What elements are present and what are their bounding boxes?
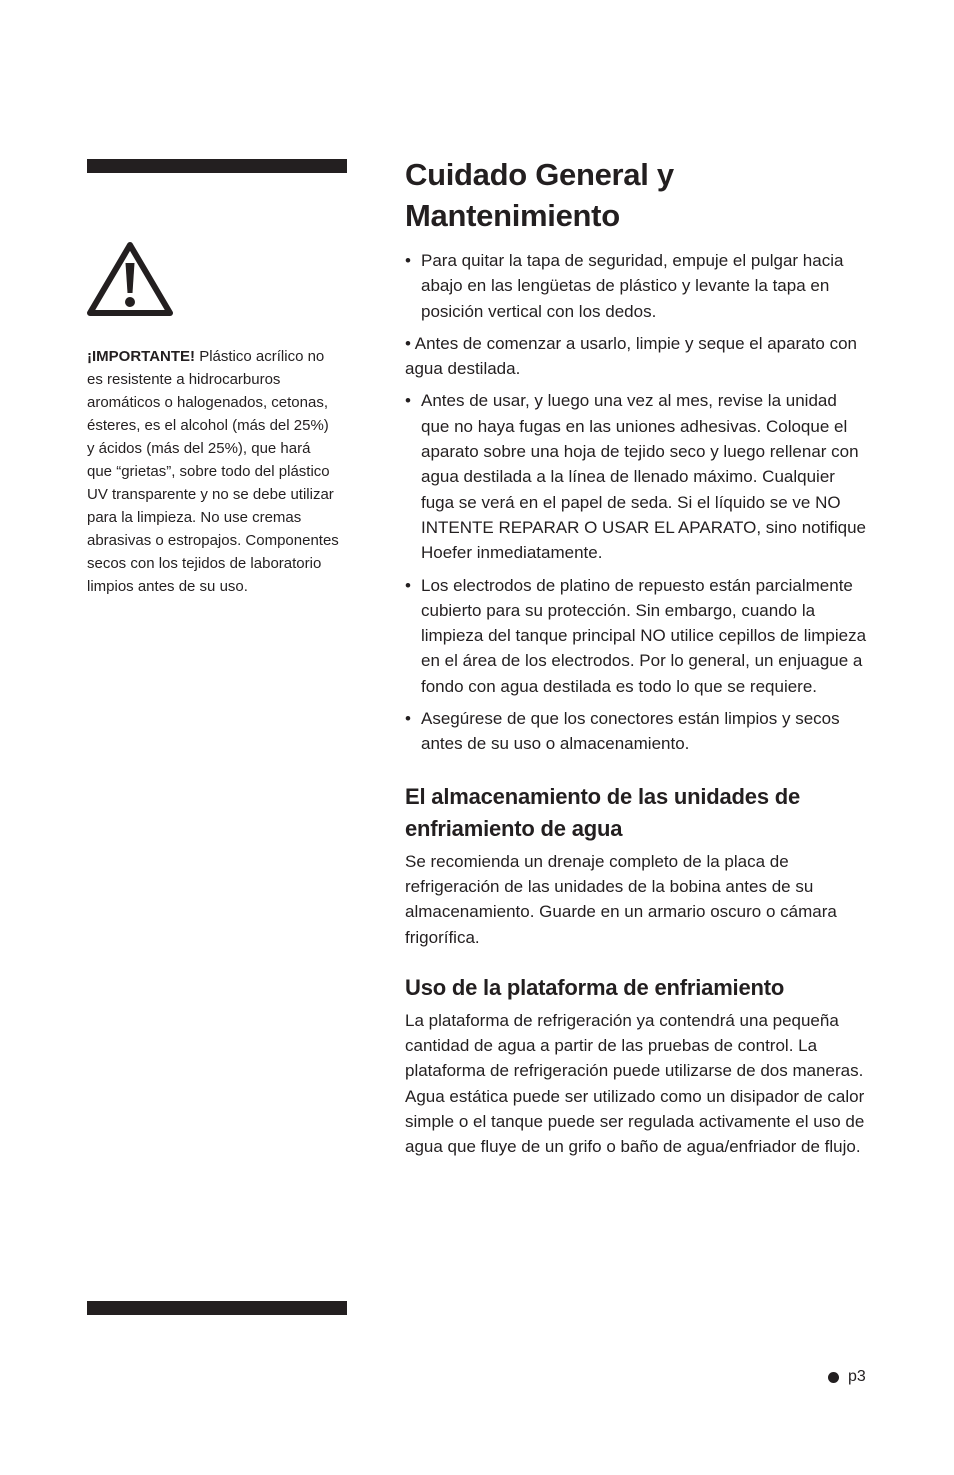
bullet-item: • Los electrodos de platino de repuesto están parcialmente cubierto para su protección. Sin embargo, cuando la limpieza del tanque principal NO utilice cepillos de limpieza en el área de los electrodos. Por lo general, un enjuague a fondo con agua destilada es todo lo que se requiere. (405, 573, 867, 699)
important-note-label: ¡IMPORTANTE! (87, 348, 196, 365)
sidebar-top-rule (87, 159, 347, 173)
sidebar-bottom-rule (87, 1301, 347, 1315)
bullet-item: • Antes de comenzar a usarlo, limpie y seque el aparato con agua destilada. (405, 333, 857, 379)
important-note-text: Plástico acrílico no es resistente a hidrocarburos aromáticos o halogenados, cetonas, ésteres, es el alcohol (más del 25%) y ácidos (más del 25%), que hará que “grietas”, sobre todo del plástico UV transparente y no se debe utilizar para la limpieza. No use cremas abrasivas o estropajos. Componentes secos con los tejidos de laboratorio limpios antes de su uso. (87, 348, 339, 595)
page-number (828, 1367, 866, 1387)
page-title: Cuidado General y Mantenimiento (405, 157, 674, 233)
bullet-item: • Para quitar la tapa de seguridad, empuje el pulgar hacia abajo en las lengüetas de plástico y levante la tapa en posición vertical con los dedos. (405, 248, 867, 324)
warning-triangle-icon (86, 241, 174, 317)
storage-section (405, 781, 867, 950)
care-bullet-list (405, 248, 867, 757)
section-heading: Uso de la plataforma de enfriamiento (405, 974, 785, 1000)
page-number-text: p3 (848, 1368, 866, 1385)
bullet-item: • Antes de usar, y luego una vez al mes, revise la unidad que no haya fugas en las uniones adhesivas. Coloque el aparato sobre una hoja de tejido seco y luego rellenar con agua destilada a la línea de llenado máximo. Cualquier fuga se verá en el papel de seda. Si el líquido se ve NO INTENTE REPARAR O USAR EL APARATO, sino notifique Hoefer inmediatamente. (405, 388, 867, 565)
important-note (87, 345, 339, 598)
section-heading: El almacenamiento de las unidades de enfriamiento de agua (405, 783, 801, 841)
main-content (405, 154, 867, 1160)
bullet-item: • Asegúrese de que los conectores están limpios y secos antes de su uso o almacenamiento. (405, 706, 867, 757)
bullet-dot-icon (828, 1372, 839, 1383)
cooling-platform-section (405, 972, 867, 1160)
section-body: La plataforma de refrigeración ya contendrá una pequeña cantidad de agua a partir de las pruebas de control. La plataforma de refrigeración puede utilizarse de dos maneras. Agua estática puede ser utilizado como un disipador de calor simple o el tanque puede ser regulada activamente el uso de agua que fluye de un grifo o baño de agua/enfriador de flujo. (405, 1010, 865, 1157)
section-body: Se recomienda un drenaje completo de la placa de refrigeración de las unidades de la bobina antes de su almacenamiento. Guarde en un armario oscuro o cámara frigorífica. (405, 851, 837, 947)
